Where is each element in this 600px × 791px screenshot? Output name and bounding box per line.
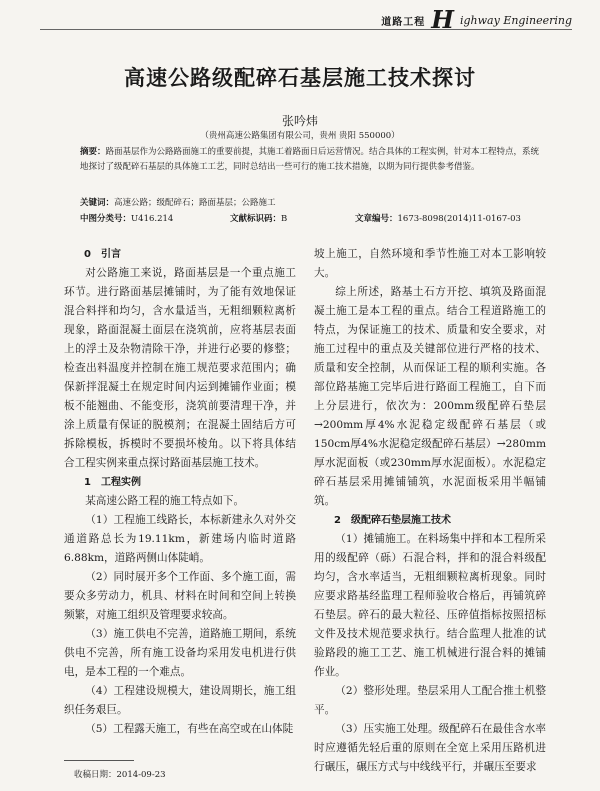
doc-code-field (230, 212, 355, 224)
paragraph: （5）工程露天施工，有些在高空或在山体陡 (85, 723, 294, 735)
paragraph: 坡上施工，自然环境和季节性施工对本工影响较大。 (314, 248, 546, 279)
journal-name-en: ighway Engineering (459, 13, 572, 27)
doc-code-label: 文献标识码： (230, 214, 282, 224)
keywords (80, 196, 546, 208)
paper-title: 高速公路级配碎石基层施工技术探讨 (124, 66, 476, 90)
section-heading-case: 1 工程实例 (84, 477, 141, 488)
right-column (314, 245, 546, 777)
abstract-text: 路面基层作为公路路面施工的重要前提，其施工着路面日后运营情况。结合具体的工程实例，针对本工程特点，系统地探讨了级配碎石基层的具体施工工艺，同时总结出一些可行的施工技术措施，以期为同行提供参考借鉴。 (80, 147, 540, 172)
author-name: 张吟炜 (281, 114, 318, 128)
section-heading-intro: 0 引言 (84, 249, 121, 260)
keywords-text: 高速公路；级配碎石；路面基层；公路施工 (114, 198, 276, 208)
left-column (64, 245, 296, 739)
article-number-value: 1673-8098(2014)11-0167-03 (397, 214, 521, 224)
paragraph: （3）施工供电不完善，道路施工期间，系统供电不完善，所有施工设备均采用发电机进行供电，是本工程的一个难点。 (64, 628, 296, 678)
paragraph: （4）工程建设规模大，建设周期长，施工组织任务艰巨。 (64, 685, 296, 716)
article-number-field (355, 212, 521, 224)
paragraph: 某高速公路工程的施工特点如下。 (85, 495, 245, 507)
paragraph: 对公路施工来说，路面基层是一个重点施工环节。进行路面基层摊铺时，为了能有效地保证混合料拌和均匀，含水量适当，无粗细颗粒离析现象，路面混凝土面层在浇筑前，应将基层表面上的浮土及杂物清除干净，并进行必要的修整；检查出料温度并控制在施工规范要求范围内；确保新拌混凝土在规定时间内运到摊铺作业面；模板不能翘曲、不能变形，浇筑前要清理干净，并涂上质量有保证的脱模剂；在混凝土固结后方可拆除模板，拆模时不要损坏棱角。以下将具体结合工程实例来重点探讨路面基层施工技术。 (64, 267, 296, 469)
abstract (80, 145, 546, 175)
paragraph: （3）压实施工处理。级配碎石在最佳含水率时应遵循先轻后重的原则在全宽上采用压路机进行碾压，碾压方式与中线线平行，并碾压至要求 (314, 723, 546, 773)
clc-field (80, 212, 230, 224)
classification-line (80, 212, 546, 224)
abstract-label: 摘要： (80, 147, 106, 157)
clc-label: 中图分类号： (80, 214, 132, 224)
author-affiliation: （贵州高速公路集团有限公司，贵州 贵阳 550000） (200, 131, 400, 141)
article-number-label: 文章编号： (355, 214, 398, 224)
journal-name-cn: 道路工程 (381, 16, 426, 28)
header-rule (40, 29, 572, 30)
journal-logo-letter: H (431, 5, 454, 34)
doc-code-value: B (281, 214, 288, 224)
paragraph: （2）同时展开多个工作面、多个施工面，需要众多劳动力，机具、材料在时间和空间上转换频繁，对施工组织及管理要求较高。 (64, 571, 296, 621)
journal-header (381, 5, 572, 34)
paragraph: 综上所述，路基土石方开挖、填筑及路面混凝土施工是本工程的重点。结合工程道路施工的特点，为保证施工的技术、质量和安全要求，对施工过程中的重点及关键部位进行严格的技术、质量和安全控制，从而保证工程的顺利实施。各部位路基施工完毕后进行路面工程施工，自下而上分层进行，依次为：200mm级配碎石垫层→200mm厚4%水泥稳定级配碎石基层（或150cm厚4%水泥稳定级配碎石基层）→280mm厚水泥面板（或230mm厚水泥面板）。水泥稳定碎石基层采用摊铺铺筑，水泥面板采用半幅铺筑。 (314, 286, 546, 507)
section-heading-gravel: 2 级配碎石垫层施工技术 (334, 515, 451, 526)
paragraph: （2）整形处理。垫层采用人工配合推土机整平。 (314, 685, 546, 716)
keywords-label: 关键词： (80, 198, 115, 208)
footnote-rule (64, 760, 134, 761)
paragraph: （1）摊铺施工。在料场集中拌和本工程所采用的级配碎（砾）石混合料，拌和的混合料级配均匀，含水率适当，无粗细颗粒离析现象。同时应要求路基经监理工程师验收合格后，再铺筑碎石垫层。碎石的最大粒径、压碎值指标按照招标文件及技术规范要求执行。结合监理人批准的试验路段的施工工艺、施工机械进行混合料的摊铺作业。 (314, 533, 546, 678)
received-date: 收稿日期：2014-09-23 (74, 770, 166, 780)
paragraph: （1）工程施工线路长，本标新建永久对外交通道路总长为19.11km，新建场内临时道路6.88km，道路两侧山体陡峭。 (64, 514, 296, 564)
clc-value: U416.214 (131, 214, 174, 224)
